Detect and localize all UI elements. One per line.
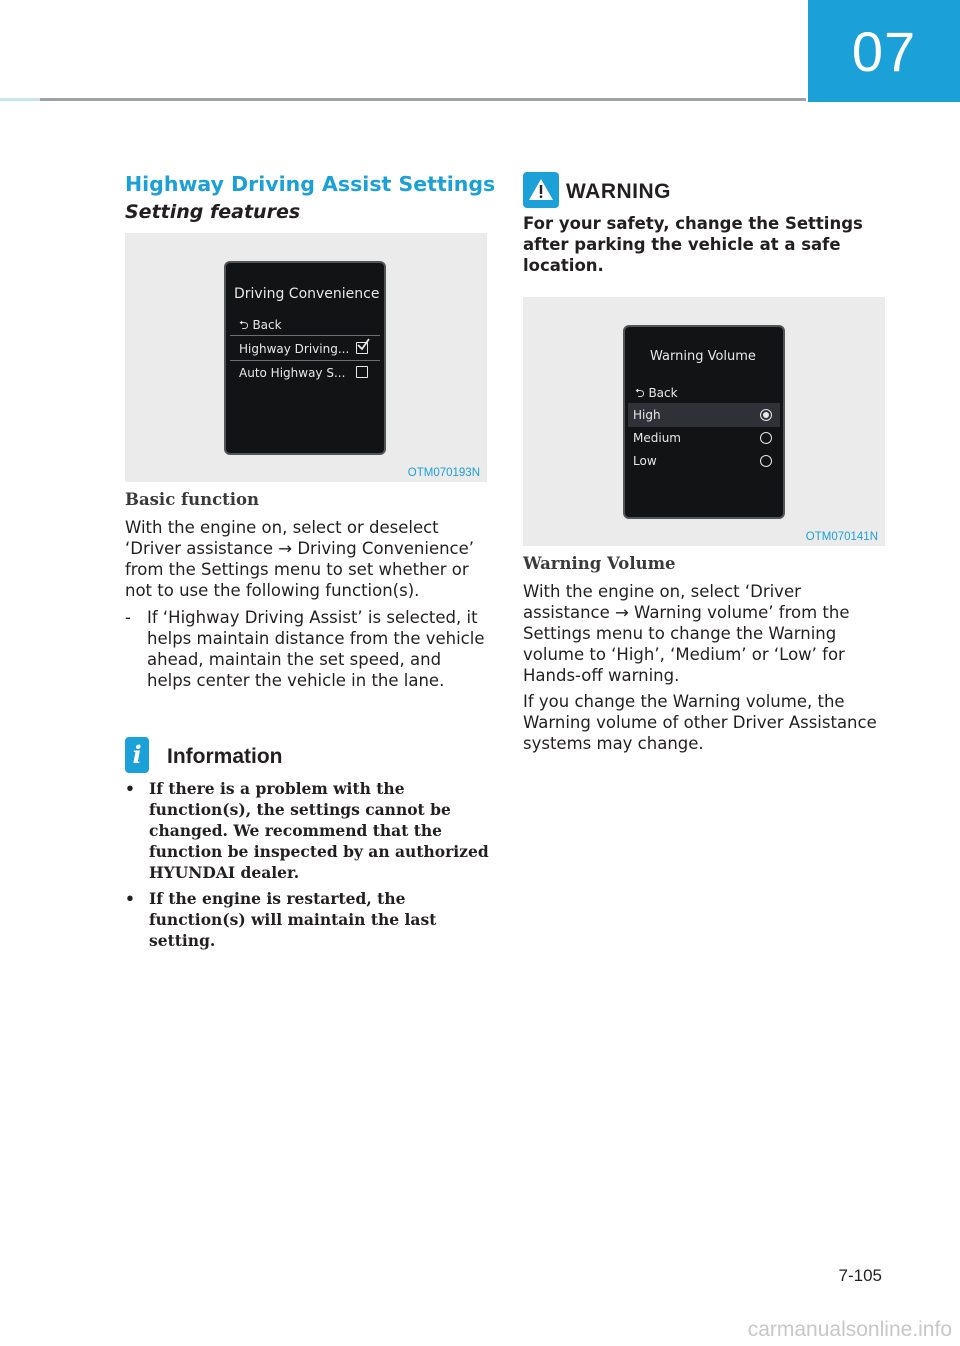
- cluster-screen: [623, 325, 785, 519]
- back-label: Back: [252, 318, 282, 332]
- dash-list-text: If ‘Highway Driving Assist’ is selected, it helps maintain distance from the vehicle ahead, maintain the set speed, and helps center the vehicle in the lane.: [147, 608, 485, 690]
- warning-volume-text: With the engine on, select ‘Driver assistance → Warning volume’ from the Settings menu to change the Warning volume to ‘High’, ‘Medium’ or ‘Low’ for Hands-off warning.: [523, 582, 850, 685]
- basic-function-heading: Basic function: [125, 490, 260, 509]
- menu-row-highway-driving: Highway Driving...: [239, 342, 350, 356]
- figure-code: OTM070193N: [407, 467, 480, 479]
- info-bullet-text: If there is a problem with the function(s), the settings cannot be changed. We recommend that the function be inspected by an authorized HYUNDAI dealer.: [149, 779, 489, 882]
- chapter-tab: 07: [808, 0, 960, 102]
- info-title: Information: [167, 745, 283, 768]
- radio-empty-icon: [760, 455, 772, 467]
- basic-function-text: With the engine on, select or deselect ‘Driver assistance → Driving Convenience’ from the Settings menu to set whether or not to use the following function(s).: [125, 518, 475, 600]
- figure-driving-convenience: [125, 233, 487, 482]
- warning-text: For your safety, change the Settings after parking the vehicle at a safe location.: [523, 214, 863, 275]
- figure-code: OTM070141N: [805, 531, 878, 543]
- watermark: carmanualsonline.info: [747, 1318, 952, 1341]
- dash-mark: -: [125, 608, 131, 627]
- bullet-mark: •: [125, 889, 135, 908]
- radio-empty-icon: [760, 432, 772, 444]
- warning-volume-note: If you change the Warning volume, the Warning volume of other Driver Assistance systems may change.: [523, 692, 877, 753]
- checkbox-empty-icon: [356, 366, 368, 378]
- section-subtitle: Setting features: [125, 201, 301, 223]
- option-high: High: [633, 408, 661, 422]
- info-bullet-text: If the engine is restarted, the function(s) will maintain the last setting.: [149, 889, 437, 950]
- back-label: Back: [648, 386, 678, 400]
- warning-volume-heading: Warning Volume: [523, 554, 676, 573]
- checkbox-checked-icon: [356, 342, 368, 354]
- back-item: [239, 316, 282, 337]
- option-medium: Medium: [633, 431, 681, 445]
- warning-title: WARNING: [566, 180, 671, 203]
- cluster-screen: [224, 261, 386, 455]
- figure-warning-volume: [523, 297, 885, 546]
- option-low: Low: [633, 454, 657, 468]
- bullet-mark: •: [125, 779, 135, 798]
- screen-separator: [230, 360, 380, 361]
- screen-separator: [230, 335, 380, 336]
- page-number: 7-105: [838, 1266, 882, 1285]
- back-arrow-icon: ⮌: [239, 318, 249, 332]
- back-item: [635, 384, 678, 405]
- header-rule: [0, 98, 806, 101]
- screen-title: Warning Volume: [650, 349, 756, 364]
- warning-icon: [523, 172, 559, 208]
- screen-title: Driving Convenience: [234, 286, 380, 302]
- menu-row-auto-highway: Auto Highway S...: [239, 366, 346, 380]
- section-title: Highway Driving Assist Settings: [125, 172, 496, 196]
- header-rule-accent: [0, 98, 40, 101]
- info-icon: i: [125, 737, 149, 773]
- radio-selected-icon: [760, 409, 772, 421]
- back-arrow-icon: ⮌: [635, 386, 645, 400]
